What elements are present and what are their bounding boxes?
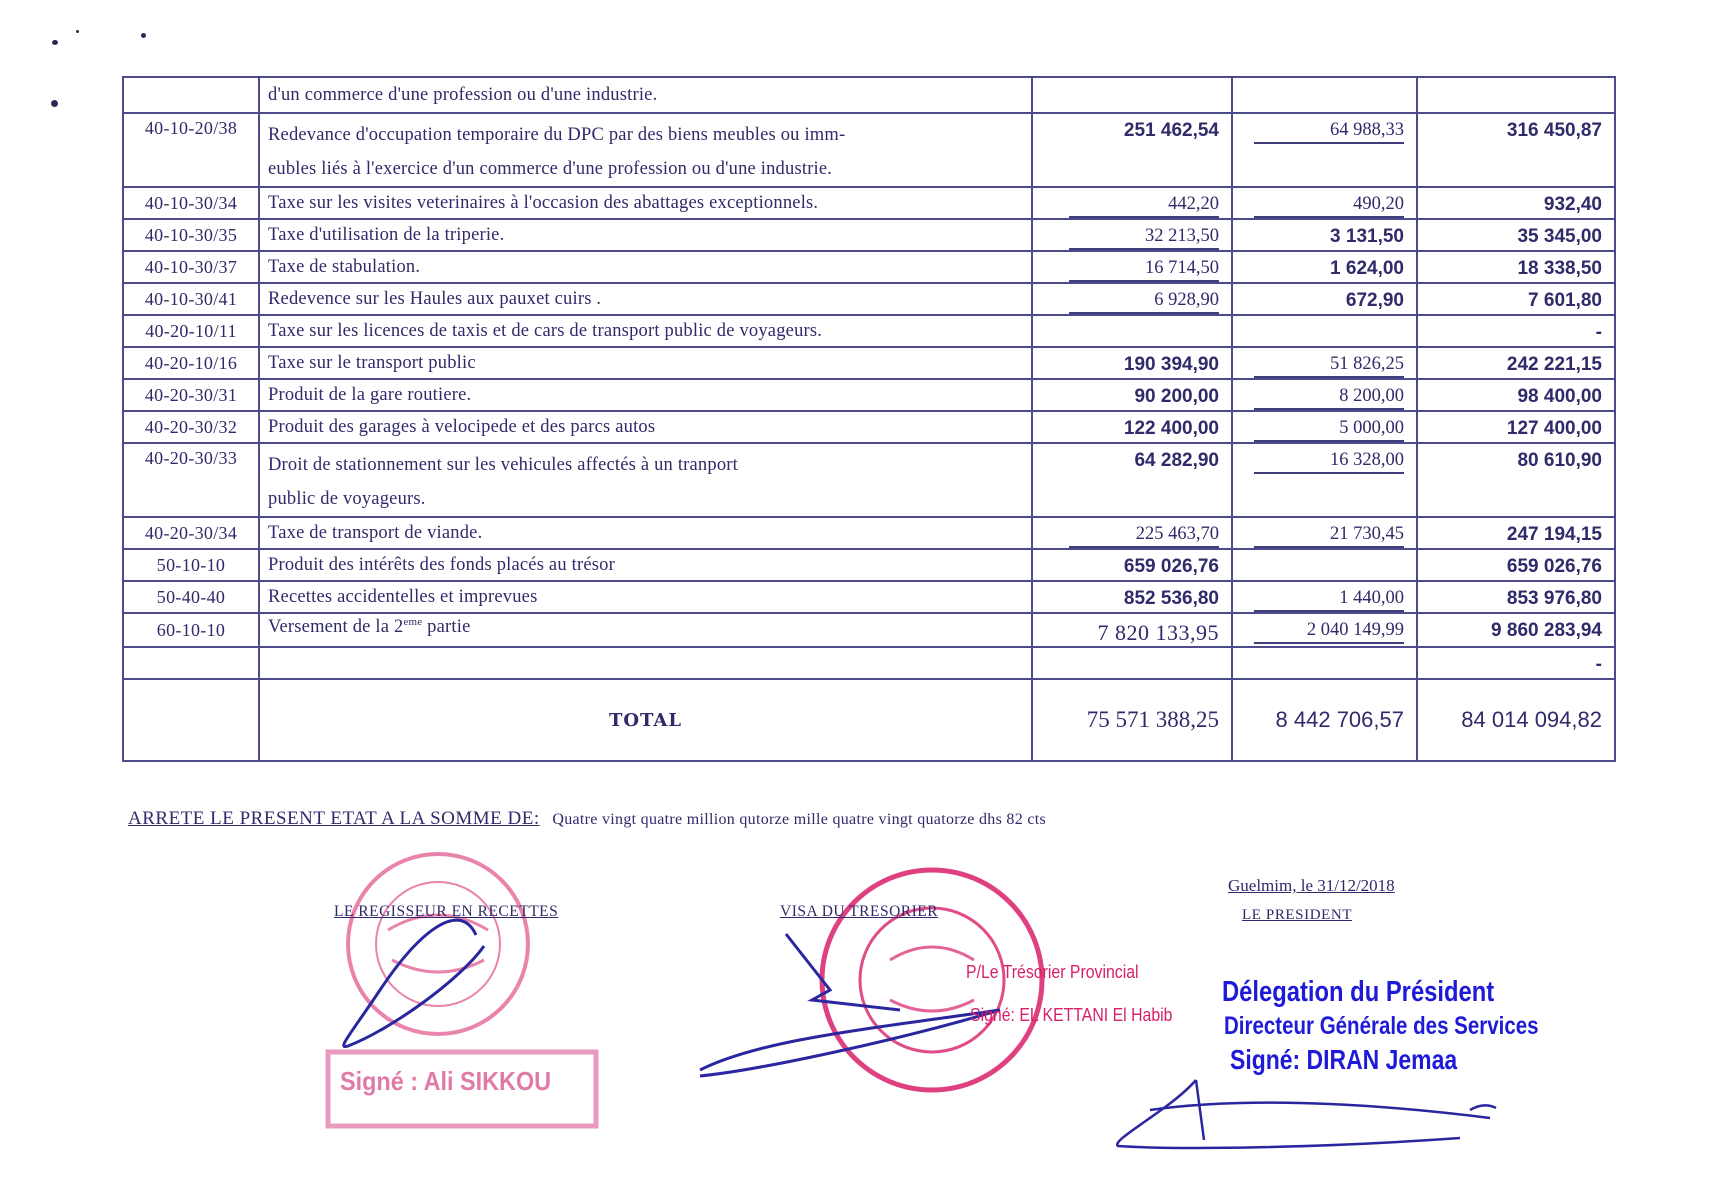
row-amount-current: 8 200,00	[1232, 379, 1417, 411]
row-amount-current: 64 988,33	[1232, 113, 1417, 187]
row-amount-current: 21 730,45	[1232, 517, 1417, 549]
row-amount-current: 490,20	[1232, 187, 1417, 219]
row-description: Versement de la 2eme partie	[259, 613, 1032, 647]
row-amount-total: 35 345,00	[1417, 219, 1615, 251]
row-amount-total: 853 976,80	[1417, 581, 1615, 613]
row-amount-total: 18 338,50	[1417, 251, 1615, 283]
row-code: 40-10-20/38	[123, 113, 259, 187]
total-amount-total: 84 014 094,82	[1417, 679, 1615, 761]
row-description: Taxe sur les visites veterinaires à l'occasion des abattages exceptionnels.	[259, 187, 1032, 219]
row-amount-total: 316 450,87	[1417, 113, 1615, 187]
amount-in-words: Quatre vingt quatre million qutorze mille quatre vingt quatorze dhs 82 cts	[552, 811, 1046, 828]
row-amount-total: -	[1417, 315, 1615, 347]
row-description: Produit des garages à velocipede et des parcs autos	[259, 411, 1032, 443]
regisseur-stamp-name: Signé : Ali SIKKOU	[340, 1066, 552, 1096]
row-amount-total: -	[1417, 647, 1615, 679]
row-description: Produit des intérêts des fonds placés au trésor	[259, 549, 1032, 581]
row-code: 40-20-30/34	[123, 517, 259, 549]
row-code: 60-10-10	[123, 613, 259, 647]
row-description: Taxe sur le transport public	[259, 347, 1032, 379]
row-amount-previous: 122 400,00	[1032, 411, 1232, 443]
total-label: TOTAL	[259, 679, 1032, 761]
row-description: Redevance d'occupation temporaire du DPC par des biens meubles ou imm- eubles liés à l'exercice d'un commerce d'une profession ou d'une industrie.	[259, 113, 1032, 187]
row-description: Taxe de transport de viande.	[259, 517, 1032, 549]
row-code: 40-10-30/34	[123, 187, 259, 219]
row-amount-previous: 442,20	[1032, 187, 1232, 219]
row-amount-previous: 6 928,90	[1032, 283, 1232, 315]
row-code: 50-10-10	[123, 549, 259, 581]
president-stamp-line1: Délegation du Président	[1222, 976, 1495, 1008]
closing-lead: ARRETE LE PRESENT ETAT A LA SOMME DE:	[128, 808, 540, 829]
row-amount-previous: 16 714,50	[1032, 251, 1232, 283]
row-amount-previous: 90 200,00	[1032, 379, 1232, 411]
total-amount-current: 8 442 706,57	[1232, 679, 1417, 761]
row-code: 40-10-30/37	[123, 251, 259, 283]
row-amount-previous: 251 462,54	[1032, 113, 1232, 187]
regisseur-round-stamp	[348, 854, 528, 1034]
row-amount-current: 5 000,00	[1232, 411, 1417, 443]
row-amount-total: 7 601,80	[1417, 283, 1615, 315]
row-amount-total: 98 400,00	[1417, 379, 1615, 411]
row-code: 40-20-10/16	[123, 347, 259, 379]
row-amount-total: 80 610,90	[1417, 443, 1615, 517]
row-amount-previous: 7 820 133,95	[1032, 613, 1232, 647]
row-amount-total: 659 026,76	[1417, 549, 1615, 581]
row-description: Produit de la gare routiere.	[259, 379, 1032, 411]
row-amount-current: 1 624,00	[1232, 251, 1417, 283]
row-amount-current: 2 040 149,99	[1232, 613, 1417, 647]
row-amount-previous: 64 282,90	[1032, 443, 1232, 517]
row-amount-total: 932,40	[1417, 187, 1615, 219]
row-amount-total: 9 860 283,94	[1417, 613, 1615, 647]
row-amount-current: 1 440,00	[1232, 581, 1417, 613]
row-amount-total: 242 221,15	[1417, 347, 1615, 379]
row-code: 40-20-30/31	[123, 379, 259, 411]
row-code: 40-20-30/33	[123, 443, 259, 517]
president-stamp-line3: Signé: DIRAN Jemaa	[1230, 1044, 1458, 1075]
regisseur-signature	[344, 920, 484, 1047]
row-amount-previous: 852 536,80	[1032, 581, 1232, 613]
row-description: Redevence sur les Haules aux pauxet cuirs .	[259, 283, 1032, 315]
regisseur-caption: LE REGISSEUR EN RECETTES	[334, 903, 559, 920]
tresorier-caption: VISA DU TRESORIER	[780, 903, 939, 920]
tresorier-stamp-line2: Signé: EL KETTANI El Habib	[970, 1005, 1173, 1025]
row-amount-previous: 32 213,50	[1032, 219, 1232, 251]
president-stamp-line2: Directeur Générale des Services	[1224, 1012, 1539, 1040]
row-description: Recettes accidentelles et imprevues	[259, 581, 1032, 613]
row-amount-previous: 225 463,70	[1032, 517, 1232, 549]
row-code: 40-20-30/32	[123, 411, 259, 443]
place-and-date: Guelmim, le 31/12/2018	[1228, 876, 1395, 895]
row-amount-current: 51 826,25	[1232, 347, 1417, 379]
row-description: Taxe sur les licences de taxis et de cars de transport public de voyageurs.	[259, 315, 1032, 347]
row-amount-total: 247 194,15	[1417, 517, 1615, 549]
tresorier-stamp-line1: P/Le Trésorier Provincial	[966, 962, 1139, 982]
row-code: 40-10-30/41	[123, 283, 259, 315]
row-description: d'un commerce d'une profession ou d'une industrie.	[259, 77, 1032, 113]
row-code: 40-20-10/11	[123, 315, 259, 347]
row-amount-previous: 190 394,90	[1032, 347, 1232, 379]
row-amount-total: 127 400,00	[1417, 411, 1615, 443]
row-amount-previous: 659 026,76	[1032, 549, 1232, 581]
row-description: Taxe de stabulation.	[259, 251, 1032, 283]
row-description: Droit de stationnement sur les vehicules affectés à un tranport public de voyageurs.	[259, 443, 1032, 517]
row-amount-current: 16 328,00	[1232, 443, 1417, 517]
president-caption: LE PRESIDENT	[1242, 907, 1353, 923]
row-amount-current: 3 131,50	[1232, 219, 1417, 251]
total-amount-previous: 75 571 388,25	[1032, 679, 1232, 761]
row-code: 40-10-30/35	[123, 219, 259, 251]
row-description: Taxe d'utilisation de la triperie.	[259, 219, 1032, 251]
president-signature	[1117, 1080, 1496, 1148]
row-code: 50-40-40	[123, 581, 259, 613]
row-amount-current: 672,90	[1232, 283, 1417, 315]
